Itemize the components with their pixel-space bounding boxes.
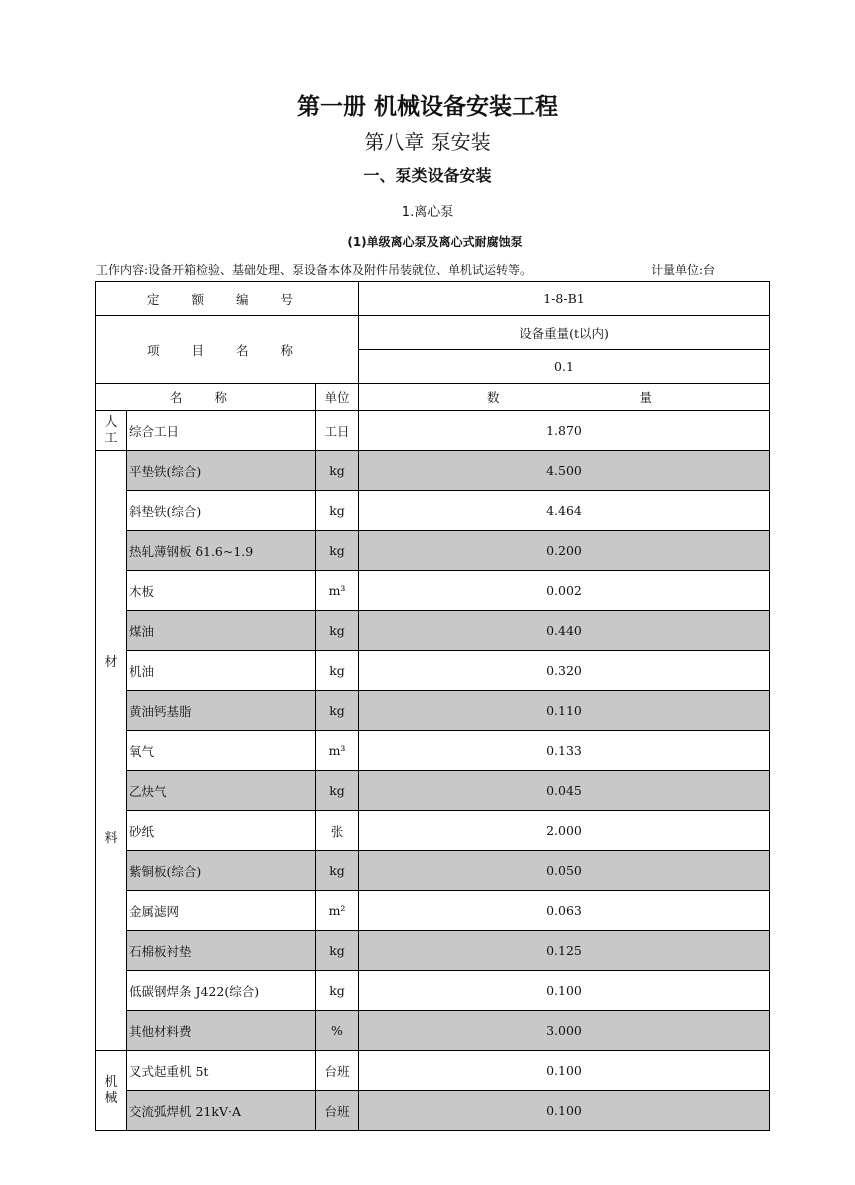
col-qty-b: 量 [639,390,653,405]
table-row [96,691,770,731]
item-qty: 0.110 [359,691,770,731]
col-name-header: 名 称 [96,384,316,411]
item-unit: m³ [316,571,359,611]
item-qty: 0.050 [359,851,770,891]
category-char: 人 [104,414,118,430]
work-content: 工作内容:设备开箱检验、基础处理、泵设备本体及附件吊装就位、单机试运转等。 [96,263,533,277]
item-unit: 台班 [316,1091,359,1131]
section-title: 一、泵类设备安装 [363,166,492,185]
item-unit: 张 [316,811,359,851]
item-qty: 3.000 [359,1011,770,1051]
item-name: 热轧薄钢板 δ1.6~1.9 [127,531,316,571]
item-name: 机油 [127,651,316,691]
table-row [96,531,770,571]
item-unit: kg [316,611,359,651]
param-label: 设备重量(t以内) [359,316,770,350]
item-name: 金属滤网 [127,891,316,931]
item-qty: 4.500 [359,451,770,491]
col-qty-header [359,384,770,411]
item-name: 紫铜板(综合) [127,851,316,891]
table-row [96,971,770,1011]
table-row [96,571,770,611]
item-unit: kg [316,851,359,891]
item-unit: 工日 [316,411,359,451]
item-qty: 0.200 [359,531,770,571]
table-row [96,491,770,531]
item-name: 其他材料费 [127,1011,316,1051]
item-name: 砂纸 [127,811,316,851]
item-unit: m² [316,891,359,931]
item-qty: 4.464 [359,491,770,531]
item-qty: 0.100 [359,971,770,1011]
table-row [96,1051,770,1091]
item-name: 叉式起重机 5t [127,1051,316,1091]
category-char: 材 [104,654,118,670]
item-name: 氧气 [127,731,316,771]
item-qty: 0.063 [359,891,770,931]
item-name: 石棉板衬垫 [127,931,316,971]
item-name: 煤油 [127,611,316,651]
table-row [96,771,770,811]
item-unit: kg [316,531,359,571]
category-char: 机 [104,1074,118,1090]
quota-table [95,281,770,1131]
category-char: 械 [104,1090,118,1106]
item-unit: kg [316,771,359,811]
table-row [96,931,770,971]
item-qty: 0.045 [359,771,770,811]
item-qty: 0.133 [359,731,770,771]
param-value: 0.1 [359,350,770,384]
project-name-label: 项 目 名 称 [96,316,359,384]
category-material [96,451,127,1051]
table-row [96,451,770,491]
item-unit: kg [316,451,359,491]
item-name: 平垫铁(综合) [127,451,316,491]
item-name: 综合工日 [127,411,316,451]
item-name: 交流弧焊机 21kV·A [127,1091,316,1131]
chapter-title: 第八章 泵安装 [364,130,491,154]
measure-unit: 计量单位:台 [651,263,716,277]
quota-code-label: 定 额 编 号 [96,282,359,316]
table-row [96,811,770,851]
item-qty: 0.100 [359,1091,770,1131]
item-unit: m³ [316,731,359,771]
item-unit: kg [316,651,359,691]
col-unit-header: 单位 [316,384,359,411]
col-qty-a: 数 [487,390,500,405]
table-row [96,1091,770,1131]
table-row [96,731,770,771]
table-row [96,1011,770,1051]
category-char: 工 [104,430,118,446]
table-row [96,891,770,931]
item-qty: 0.125 [359,931,770,971]
item-name: 乙炔气 [127,771,316,811]
category-machine [96,1051,127,1131]
item-qty: 0.440 [359,611,770,651]
table-row [96,611,770,651]
item-unit: kg [316,971,359,1011]
item-unit: kg [316,491,359,531]
subsection-title: 1.离心泵 [401,205,454,220]
item-unit: kg [316,691,359,731]
quota-code: 1-8-B1 [359,282,770,316]
item-title: (1)单级离心泵及离心式耐腐蚀泵 [347,235,523,249]
table-row [96,651,770,691]
item-qty: 2.000 [359,811,770,851]
item-qty: 1.870 [359,411,770,451]
item-name: 黄油钙基脂 [127,691,316,731]
item-name: 木板 [127,571,316,611]
item-unit: kg [316,931,359,971]
category-labor [96,411,127,451]
volume-title: 第一册 机械设备安装工程 [296,94,558,120]
item-name: 斜垫铁(综合) [127,491,316,531]
item-qty: 0.002 [359,571,770,611]
table-row [96,411,770,451]
item-unit: 台班 [316,1051,359,1091]
item-unit: % [316,1011,359,1051]
item-name: 低碳钢焊条 J422(综合) [127,971,316,1011]
item-qty: 0.100 [359,1051,770,1091]
item-qty: 0.320 [359,651,770,691]
category-char: 料 [104,830,118,846]
table-row [96,851,770,891]
